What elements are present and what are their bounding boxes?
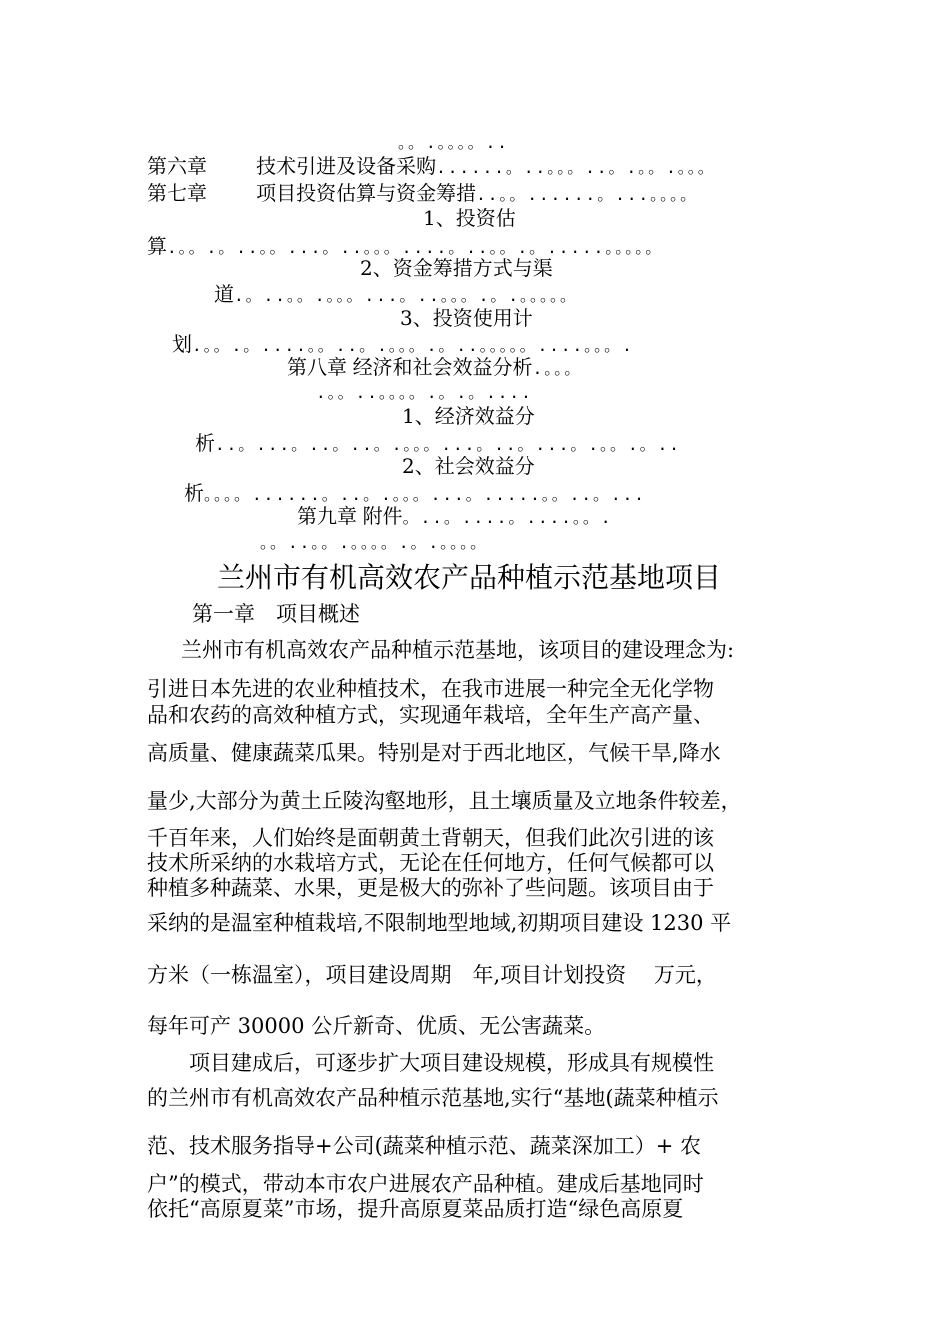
- paragraph-line: 量少,大部分为黄土丘陵沟壑地形，且土壤质量及立地条件较差，: [147, 789, 742, 813]
- toc-chapter-title: 经济和社会效益分析: [352, 357, 533, 379]
- toc-section-8-1-title[interactable]: 1、经济效益分: [402, 404, 535, 428]
- toc-chapter-title: 附件: [362, 506, 403, 528]
- paragraph-line: 技术所采纳的水栽培方式，无论在任何地方，任何气候都可以: [147, 851, 714, 875]
- paragraph-line: 范、技术服务指导+公司(蔬菜种植示范、蔬菜深加工）+ 农: [147, 1134, 702, 1158]
- toc-chapter-number: 第六章: [147, 156, 207, 178]
- toc-leader-dots: .。。。: [532, 359, 583, 378]
- toc-entry-chapter-6[interactable]: [147, 150, 716, 179]
- toc-section-7-2-title[interactable]: 2、资金筹措方式与渠: [360, 256, 553, 280]
- toc-leader-dots: 。。..。。.。。。。.。.。。。。: [260, 533, 489, 552]
- paragraph-line: 采纳的是温室种植栽培,不限制地型地域,初期项目建设 1230 平: [147, 911, 732, 935]
- document-title: 兰州市有机高效农产品种植示范基地项目: [217, 562, 722, 593]
- toc-leader-dots: .。。.。....。。..。.。。。.。..。。。。。....。。。.: [192, 336, 634, 355]
- paragraph-line: 千百年来，人们始终是面朝黄土背朝天，但我们此次引进的该: [147, 826, 714, 850]
- paragraph-line: 每年可产 30000 公斤新奇、优质、无公害蔬菜。: [147, 1014, 606, 1038]
- toc-leader-dots: .。..。。.。。。...。..。。。.。.。。。。。: [234, 286, 578, 305]
- toc-section-tail: 析: [195, 431, 215, 455]
- paragraph-line: 高质量、健康蔬菜瓜果。特别是对于西北地区，气候干旱,降水: [147, 741, 721, 765]
- toc-leader-dots: 。..。....。....。。.: [402, 508, 613, 527]
- toc-chapter-title: 项目投资估算与资金筹措: [256, 183, 477, 205]
- paragraph-line: 兰州市有机高效农产品种植示范基地，该项目的建设理念为:: [160, 638, 735, 662]
- toc-section-tail: 划: [172, 332, 192, 356]
- paragraph-line: 项目建成后，可逐步扩大项目建设规模，形成具有规模性: [147, 1051, 714, 1075]
- toc-leader-dots: ..。...。..。..。.。。。...。..。...。.。。.。..: [215, 435, 681, 454]
- chapter-heading: 第一章 项目概述: [192, 603, 360, 626]
- toc-leader-dots: ..。。......。...。。。。: [476, 185, 699, 204]
- toc-entry-chapter-9[interactable]: [297, 500, 613, 529]
- toc-chapter-number: 第八章: [287, 357, 347, 379]
- toc-entry-chapter-8[interactable]: [287, 351, 582, 380]
- paragraph-line: 的兰州市有机高效农产品种植示范基地,实行“基地(蔬菜种植示: [147, 1086, 719, 1110]
- toc-leader-dots: 。。.。。。。..: [398, 133, 509, 152]
- toc-leader-dots: .。。..。。。。.。.。....: [316, 383, 533, 402]
- toc-section-7-3-title[interactable]: 3、投资使用计: [400, 306, 533, 330]
- toc-section-8-2-title[interactable]: 2、社会效益分: [402, 454, 535, 478]
- toc-section-tail: 算: [147, 234, 167, 258]
- paragraph-line: 依托“高原夏菜”市场，提升高原夏菜品质打造“绿色高原夏: [147, 1197, 684, 1221]
- paragraph-line: 品和农药的高效种植方式，实现通年栽培，全年生产高产量、: [147, 703, 714, 727]
- toc-section-tail: 道: [214, 282, 234, 306]
- paragraph-line: 方米（一栋温室），项目建设周期 年,项目计划投资 万元，: [147, 963, 717, 987]
- paragraph-line: 引进日本先进的农业种植技术，在我市进展一种完全无化学物: [147, 677, 714, 701]
- toc-section-tail: 析: [184, 481, 204, 505]
- toc-chapter-number: 第九章: [297, 506, 357, 528]
- toc-leader-dots: ......。..。。。..。.。。.。。。: [436, 158, 716, 177]
- toc-section-7-1-title[interactable]: 1、投资估: [423, 206, 516, 230]
- paragraph-line: 种植多种蔬菜、水果，更是极大的弥补了些问题。该项目由于: [147, 876, 714, 900]
- toc-chapter-title: 技术引进及设备采购: [256, 156, 437, 178]
- toc-leader-dots: .。。.。..。。...。..。。。....。..。。.。.....。。。。。: [167, 238, 664, 257]
- toc-leader-dots: 。。。。......。..。.。。。...。.....。。..。...: [204, 485, 646, 504]
- paragraph-line: 户”的模式，带动本市农户进展农产品种植。建成后基地同时: [147, 1172, 704, 1196]
- toc-chapter-number: 第七章: [147, 183, 207, 205]
